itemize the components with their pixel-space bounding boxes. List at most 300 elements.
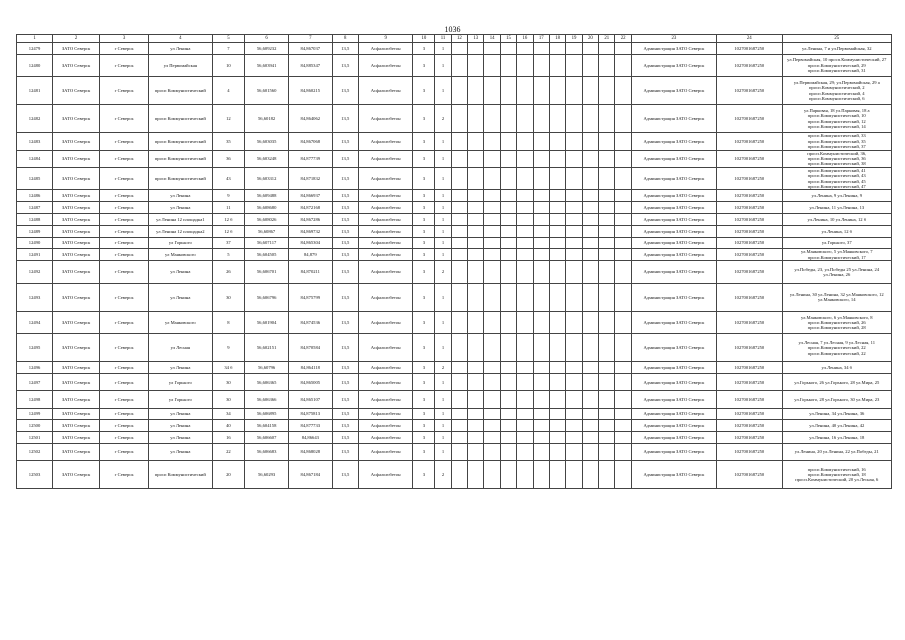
- city: г Северск: [100, 408, 149, 420]
- column-number-row: [17, 35, 892, 43]
- empty-cell: [500, 202, 516, 214]
- empty-cell: [615, 105, 631, 133]
- column-header: 19: [566, 35, 582, 43]
- empty-cell: [500, 408, 516, 420]
- table-row: [17, 133, 892, 150]
- empty-cell: [566, 237, 582, 249]
- empty-cell: [615, 334, 631, 362]
- table-row: [17, 77, 892, 105]
- empty-cell: [566, 432, 582, 444]
- city: г Северск: [100, 237, 149, 249]
- municipality: ЗАТО Северск: [53, 461, 100, 489]
- latitude: 56,60293: [245, 461, 289, 489]
- container-volume: 1: [435, 190, 451, 202]
- surface-type: Асфальтобетон: [358, 202, 413, 214]
- empty-cell: [484, 105, 500, 133]
- empty-cell: [451, 420, 467, 432]
- municipality: ЗАТО Северск: [53, 237, 100, 249]
- register-table: [16, 34, 892, 489]
- surface-type: Асфальтобетон: [358, 249, 413, 261]
- row-id: 12488: [17, 214, 53, 226]
- empty-cell: [599, 408, 615, 420]
- empty-cell: [484, 261, 500, 284]
- empty-cell: [468, 202, 484, 214]
- ogrn: 1027001687250: [717, 311, 783, 334]
- empty-cell: [517, 105, 533, 133]
- surface-type: Асфальтобетон: [358, 237, 413, 249]
- empty-cell: [468, 133, 484, 150]
- empty-cell: [549, 432, 565, 444]
- city: г Северск: [100, 214, 149, 226]
- city: г Северск: [100, 362, 149, 374]
- city: г Северск: [100, 444, 149, 461]
- empty-cell: [582, 283, 598, 311]
- street: просп Коммунистический: [149, 133, 212, 150]
- ogrn: 1027001687250: [717, 202, 783, 214]
- column-header: 5: [212, 35, 245, 43]
- city: г Северск: [100, 202, 149, 214]
- container-volume: 1: [435, 225, 451, 237]
- house-number: 10: [212, 54, 245, 77]
- empty-cell: [533, 202, 549, 214]
- area: 13,5: [332, 54, 358, 77]
- empty-cell: [615, 461, 631, 489]
- street: просп Коммунистический: [149, 461, 212, 489]
- empty-cell: [533, 261, 549, 284]
- empty-cell: [500, 311, 516, 334]
- owner-organization: Администрация ЗАТО Северск: [631, 249, 716, 261]
- city: г Северск: [100, 374, 149, 391]
- municipality: ЗАТО Северск: [53, 283, 100, 311]
- empty-cell: [484, 391, 500, 408]
- container-volume: 1: [435, 283, 451, 311]
- municipality: ЗАТО Северск: [53, 202, 100, 214]
- municipality: ЗАТО Северск: [53, 408, 100, 420]
- served-addresses: ул.Маяковского, 6 ул.Маяковского, 8 просп.Коммунистический, 26 просп.Коммунистический, 28: [782, 311, 891, 334]
- empty-cell: [582, 202, 598, 214]
- latitude: 56,609232: [245, 43, 289, 55]
- surface-type: Асфальтобетон: [358, 261, 413, 284]
- owner-organization: Администрация ЗАТО Северск: [631, 444, 716, 461]
- empty-cell: [517, 77, 533, 105]
- empty-cell: [549, 202, 565, 214]
- empty-cell: [484, 43, 500, 55]
- surface-type: Асфальтобетон: [358, 432, 413, 444]
- row-id: 12495: [17, 334, 53, 362]
- served-addresses: просп.Коммунистический, 41 просп.Коммунистический, 43 просп.Коммунистический, 45 просп.Коммунистический, 47: [782, 167, 891, 190]
- owner-organization: Администрация ЗАТО Северск: [631, 43, 716, 55]
- empty-cell: [500, 225, 516, 237]
- area: 13,5: [332, 432, 358, 444]
- municipality: ЗАТО Северск: [53, 214, 100, 226]
- house-number: 9: [212, 190, 245, 202]
- empty-cell: [517, 54, 533, 77]
- empty-cell: [582, 334, 598, 362]
- latitude: 56,606683: [245, 444, 289, 461]
- table-row: [17, 214, 892, 226]
- longitude: 84,877733: [288, 420, 332, 432]
- empty-cell: [615, 362, 631, 374]
- surface-type: Асфальтобетон: [358, 420, 413, 432]
- empty-cell: [500, 374, 516, 391]
- empty-cell: [533, 43, 549, 55]
- ogrn: 1027001687250: [717, 77, 783, 105]
- empty-cell: [549, 167, 565, 190]
- served-addresses: просп.Коммунистический, 33 просп.Коммунистический, 35 просп.Коммунистический, 37: [782, 133, 891, 150]
- empty-cell: [468, 105, 484, 133]
- empty-cell: [517, 408, 533, 420]
- surface-type: Асфальтобетон: [358, 311, 413, 334]
- empty-cell: [566, 283, 582, 311]
- house-number: 30: [212, 283, 245, 311]
- empty-cell: [500, 283, 516, 311]
- empty-cell: [615, 283, 631, 311]
- owner-organization: Администрация ЗАТО Северск: [631, 420, 716, 432]
- table-row: [17, 237, 892, 249]
- longitude: 84,870584: [288, 334, 332, 362]
- empty-cell: [468, 261, 484, 284]
- empty-cell: [615, 311, 631, 334]
- latitude: 56,608680: [245, 202, 289, 214]
- empty-cell: [517, 167, 533, 190]
- ogrn: 1027001687250: [717, 190, 783, 202]
- empty-cell: [582, 311, 598, 334]
- house-number: 34: [212, 408, 245, 420]
- row-id: 12498: [17, 391, 53, 408]
- house-number: 43: [212, 167, 245, 190]
- column-header: 15: [500, 35, 516, 43]
- empty-cell: [468, 420, 484, 432]
- container-count: 3: [413, 105, 435, 133]
- container-count: 3: [413, 444, 435, 461]
- ogrn: 1027001687250: [717, 334, 783, 362]
- empty-cell: [615, 77, 631, 105]
- longitude: 84,875813: [288, 408, 332, 420]
- empty-cell: [549, 133, 565, 150]
- empty-cell: [517, 391, 533, 408]
- empty-cell: [517, 461, 533, 489]
- empty-cell: [599, 202, 615, 214]
- street: ул Ленина: [149, 362, 212, 374]
- empty-cell: [566, 362, 582, 374]
- container-volume: 1: [435, 202, 451, 214]
- empty-cell: [484, 461, 500, 489]
- area: 13,5: [332, 420, 358, 432]
- latitude: 56,60867: [245, 225, 289, 237]
- longitude: 84,870211: [288, 261, 332, 284]
- latitude: 56,603248: [245, 150, 289, 167]
- page-number: 1036: [444, 25, 461, 34]
- empty-cell: [500, 43, 516, 55]
- empty-cell: [484, 420, 500, 432]
- container-volume: 1: [435, 420, 451, 432]
- empty-cell: [500, 167, 516, 190]
- house-number: 12 б: [212, 225, 245, 237]
- house-number: 8: [212, 311, 245, 334]
- latitude: 56,60182: [245, 105, 289, 133]
- row-id: 12492: [17, 261, 53, 284]
- surface-type: Асфальтобетон: [358, 190, 413, 202]
- empty-cell: [517, 362, 533, 374]
- owner-organization: Администрация ЗАТО Северск: [631, 334, 716, 362]
- city: г Северск: [100, 334, 149, 362]
- container-volume: 1: [435, 167, 451, 190]
- latitude: 56,608026: [245, 214, 289, 226]
- container-volume: 1: [435, 334, 451, 362]
- empty-cell: [533, 54, 549, 77]
- city: г Северск: [100, 150, 149, 167]
- served-addresses: ул.Ленина, 12 б: [782, 225, 891, 237]
- table-row: [17, 261, 892, 284]
- empty-cell: [517, 202, 533, 214]
- empty-cell: [615, 408, 631, 420]
- table-row: [17, 54, 892, 77]
- served-addresses: ул.Ленина, 30 ул.Ленина, 32 ул.Маяковского, 12 ул.Маяковского, 14: [782, 283, 891, 311]
- row-id: 12497: [17, 374, 53, 391]
- empty-cell: [500, 133, 516, 150]
- empty-cell: [599, 43, 615, 55]
- empty-cell: [549, 190, 565, 202]
- ogrn: 1027001687250: [717, 420, 783, 432]
- empty-cell: [582, 420, 598, 432]
- container-count: 3: [413, 237, 435, 249]
- empty-cell: [517, 444, 533, 461]
- owner-organization: Администрация ЗАТО Северск: [631, 311, 716, 334]
- empty-cell: [451, 43, 467, 55]
- surface-type: Асфальтобетон: [358, 444, 413, 461]
- empty-cell: [468, 43, 484, 55]
- served-addresses: ул.Первомайская, 10 просп.Коммунистический, 27 просп.Коммунистический, 29 просп.Коммунистический, 31: [782, 54, 891, 77]
- served-addresses: ул.Ленина, 34 б: [782, 362, 891, 374]
- longitude: 84,860215: [288, 77, 332, 105]
- empty-cell: [566, 261, 582, 284]
- latitude: 56,606607: [245, 432, 289, 444]
- empty-cell: [582, 391, 598, 408]
- empty-cell: [599, 167, 615, 190]
- served-addresses: ул.Маяковского, 5 ул.Маяковского, 7 просп.Коммунистический, 17: [782, 249, 891, 261]
- area: 13,5: [332, 190, 358, 202]
- municipality: ЗАТО Северск: [53, 43, 100, 55]
- municipality: ЗАТО Северск: [53, 444, 100, 461]
- empty-cell: [468, 54, 484, 77]
- empty-cell: [582, 444, 598, 461]
- empty-cell: [566, 225, 582, 237]
- container-volume: 1: [435, 214, 451, 226]
- ogrn: 1027001687250: [717, 374, 783, 391]
- street: просп Коммунистический: [149, 167, 212, 190]
- empty-cell: [582, 261, 598, 284]
- empty-cell: [549, 283, 565, 311]
- street: ул Ленина: [149, 202, 212, 214]
- municipality: ЗАТО Северск: [53, 420, 100, 432]
- empty-cell: [468, 77, 484, 105]
- container-volume: 1: [435, 43, 451, 55]
- table-body: [17, 43, 892, 489]
- latitude: 56,602151: [245, 334, 289, 362]
- area: 13,5: [332, 391, 358, 408]
- column-header: 17: [533, 35, 549, 43]
- container-volume: 2: [435, 362, 451, 374]
- city: г Северск: [100, 432, 149, 444]
- empty-cell: [517, 133, 533, 150]
- city: г Северск: [100, 77, 149, 105]
- city: г Северск: [100, 133, 149, 150]
- served-addresses: ул.Горького, 26 ул.Горького, 28 ул.Мира, 25: [782, 374, 891, 391]
- table-row: [17, 408, 892, 420]
- empty-cell: [468, 249, 484, 261]
- empty-cell: [500, 432, 516, 444]
- latitude: 56,601904: [245, 311, 289, 334]
- house-number: 34 б: [212, 362, 245, 374]
- area: 13,5: [332, 43, 358, 55]
- city: г Северск: [100, 391, 149, 408]
- container-volume: 1: [435, 150, 451, 167]
- empty-cell: [484, 374, 500, 391]
- empty-cell: [599, 133, 615, 150]
- container-count: 3: [413, 283, 435, 311]
- city: г Северск: [100, 261, 149, 284]
- empty-cell: [599, 444, 615, 461]
- empty-cell: [484, 202, 500, 214]
- table-row: [17, 43, 892, 55]
- empty-cell: [566, 461, 582, 489]
- row-id: 12496: [17, 362, 53, 374]
- latitude: 56,607117: [245, 237, 289, 249]
- longitude: 84,871832: [288, 167, 332, 190]
- latitude: 56,603035: [245, 133, 289, 150]
- empty-cell: [549, 362, 565, 374]
- ogrn: 1027001687250: [717, 261, 783, 284]
- row-id: 12485: [17, 167, 53, 190]
- empty-cell: [549, 249, 565, 261]
- ogrn: 1027001687250: [717, 225, 783, 237]
- empty-cell: [615, 202, 631, 214]
- municipality: ЗАТО Северск: [53, 432, 100, 444]
- area: 13,5: [332, 202, 358, 214]
- city: г Северск: [100, 190, 149, 202]
- empty-cell: [582, 237, 598, 249]
- container-count: 3: [413, 408, 435, 420]
- empty-cell: [451, 283, 467, 311]
- ogrn: 1027001687250: [717, 150, 783, 167]
- column-header: 8: [332, 35, 358, 43]
- street: ул Ленина: [149, 283, 212, 311]
- empty-cell: [599, 249, 615, 261]
- column-header: 4: [149, 35, 212, 43]
- municipality: ЗАТО Северск: [53, 225, 100, 237]
- container-count: 3: [413, 167, 435, 190]
- empty-cell: [566, 214, 582, 226]
- municipality: ЗАТО Северск: [53, 311, 100, 334]
- empty-cell: [451, 249, 467, 261]
- empty-cell: [517, 334, 533, 362]
- row-id: 12484: [17, 150, 53, 167]
- street: ул Ленина 12 площадка2: [149, 225, 212, 237]
- house-number: 26: [212, 261, 245, 284]
- row-id: 12491: [17, 249, 53, 261]
- container-count: 3: [413, 249, 435, 261]
- empty-cell: [615, 190, 631, 202]
- city: г Северск: [100, 105, 149, 133]
- municipality: ЗАТО Северск: [53, 391, 100, 408]
- city: г Северск: [100, 420, 149, 432]
- municipality: ЗАТО Северск: [53, 362, 100, 374]
- empty-cell: [451, 105, 467, 133]
- empty-cell: [533, 190, 549, 202]
- empty-cell: [517, 150, 533, 167]
- empty-cell: [566, 105, 582, 133]
- empty-cell: [582, 190, 598, 202]
- longitude: 84,885347: [288, 54, 332, 77]
- city: г Северск: [100, 167, 149, 190]
- empty-cell: [566, 77, 582, 105]
- empty-cell: [517, 311, 533, 334]
- longitude: 84,867184: [288, 461, 332, 489]
- empty-cell: [566, 374, 582, 391]
- empty-cell: [533, 133, 549, 150]
- empty-cell: [615, 43, 631, 55]
- owner-organization: Администрация ЗАТО Северск: [631, 283, 716, 311]
- column-header: 14: [484, 35, 500, 43]
- ogrn: 1027001687250: [717, 249, 783, 261]
- empty-cell: [484, 283, 500, 311]
- ogrn: 1027001687250: [717, 214, 783, 226]
- empty-cell: [451, 54, 467, 77]
- column-header: 13: [468, 35, 484, 43]
- ogrn: 1027001687250: [717, 408, 783, 420]
- empty-cell: [599, 190, 615, 202]
- empty-cell: [451, 461, 467, 489]
- container-count: 3: [413, 43, 435, 55]
- empty-cell: [500, 214, 516, 226]
- container-count: 3: [413, 54, 435, 77]
- empty-cell: [615, 167, 631, 190]
- ogrn: 1027001687250: [717, 105, 783, 133]
- served-addresses: ул.Ленина, 20 ул.Ленина, 22 ул.Победы, 21: [782, 444, 891, 461]
- area: 13,5: [332, 374, 358, 391]
- municipality: ЗАТО Северск: [53, 54, 100, 77]
- empty-cell: [500, 54, 516, 77]
- empty-cell: [582, 408, 598, 420]
- empty-cell: [484, 133, 500, 150]
- owner-organization: Администрация ЗАТО Северск: [631, 225, 716, 237]
- empty-cell: [599, 374, 615, 391]
- empty-cell: [599, 311, 615, 334]
- area: 13,5: [332, 225, 358, 237]
- row-id: 12502: [17, 444, 53, 461]
- empty-cell: [451, 225, 467, 237]
- column-header: 9: [358, 35, 413, 43]
- empty-cell: [549, 214, 565, 226]
- house-number: 35: [212, 133, 245, 150]
- row-id: 12489: [17, 225, 53, 237]
- container-volume: 1: [435, 133, 451, 150]
- latitude: 56,606366: [245, 391, 289, 408]
- latitude: 56,604505: [245, 249, 289, 261]
- row-id: 12494: [17, 311, 53, 334]
- empty-cell: [533, 374, 549, 391]
- empty-cell: [615, 150, 631, 167]
- row-id: 12500: [17, 420, 53, 432]
- served-addresses: ул.Горького, 28 ул.Горького, 30 ул.Мира, 23: [782, 391, 891, 408]
- empty-cell: [582, 150, 598, 167]
- empty-cell: [566, 420, 582, 432]
- owner-organization: Администрация ЗАТО Северск: [631, 374, 716, 391]
- empty-cell: [500, 77, 516, 105]
- surface-type: Асфальтобетон: [358, 77, 413, 105]
- table-row: [17, 190, 892, 202]
- ogrn: 1027001687250: [717, 43, 783, 55]
